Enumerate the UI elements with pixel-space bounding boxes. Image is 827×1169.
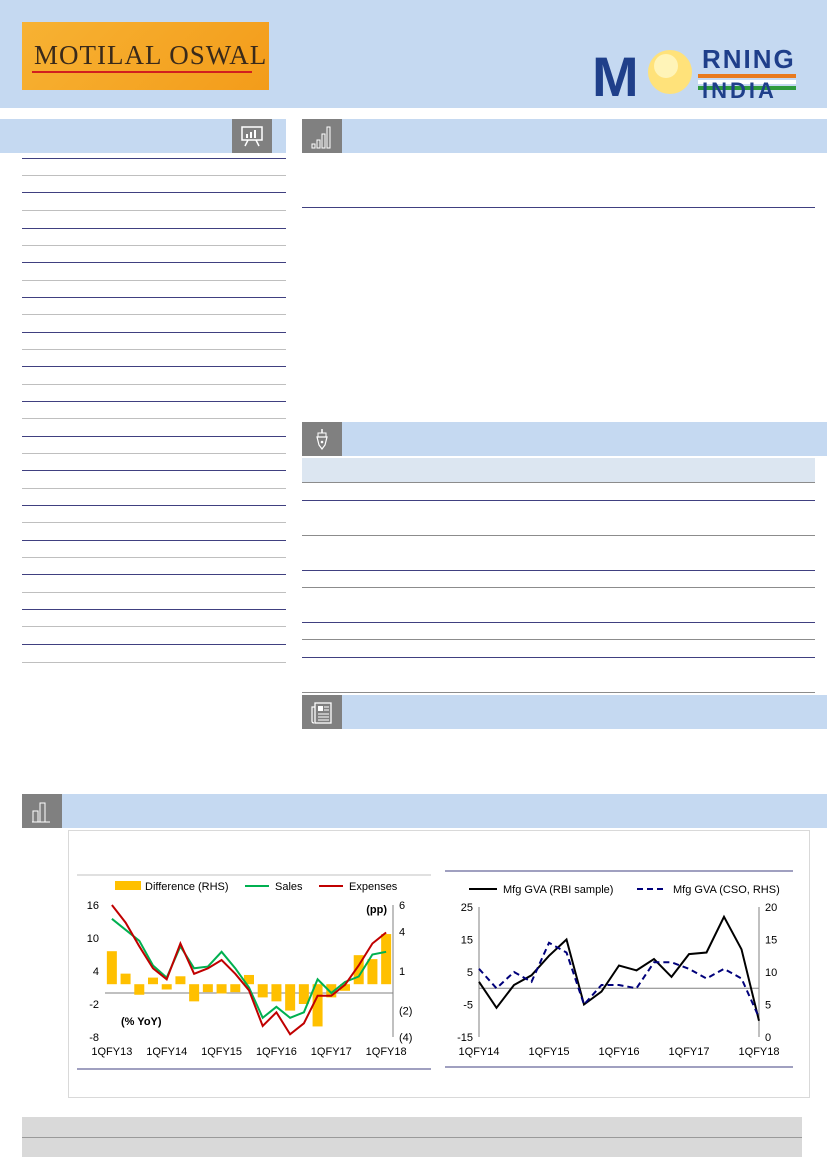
chart1-left-tick-label: -2 [89, 999, 99, 1011]
mid-table-rule [302, 639, 815, 640]
bar-chart-icon [30, 799, 54, 825]
chart1-right-tick-label: 1 [399, 966, 406, 978]
chart1-left-unit-label: (% YoY) [121, 1016, 162, 1028]
chart2-rbi-sample-line [479, 917, 759, 1021]
mid-table-rule [302, 657, 815, 658]
chart2-x-tick-label: 1QFY14 [458, 1046, 500, 1058]
chart1-legend-label: Sales [275, 881, 303, 893]
left-table-rule [22, 453, 286, 454]
chart1-right-tick-label: (4) [399, 1032, 413, 1044]
left-table-rule [22, 557, 286, 558]
mid-table-rule [302, 692, 815, 693]
morning-india-logo-m: M [592, 45, 639, 102]
left-table-rule [22, 592, 286, 593]
chart2-x-tick-label: 1QFY15 [528, 1046, 570, 1058]
morning-india-logo-bottom: INDIA [702, 78, 777, 102]
chart2-legend-label: Mfg GVA (CSO, RHS) [673, 884, 780, 896]
bottom-section-icon-box [22, 794, 62, 828]
chart1-left-tick-label: 16 [86, 900, 99, 912]
chart1-difference-bar [367, 959, 377, 984]
chart2-left-tick-label: 15 [460, 934, 473, 947]
chart1-x-tick-label: 1QFY18 [365, 1046, 407, 1058]
left-table-rule [22, 401, 286, 402]
left-table-rule [22, 192, 286, 193]
chart2-legend-label: Mfg GVA (RBI sample) [503, 884, 614, 896]
left-table-rule [22, 245, 286, 246]
mid-right-section-bar [302, 422, 827, 456]
chart2-x-tick-label: 1QFY16 [598, 1046, 640, 1058]
left-table-rule [22, 349, 286, 350]
chart2-left-tick-label: -15 [457, 1032, 473, 1044]
left-table-rule [22, 574, 286, 575]
chart1-left-tick-label: -8 [89, 1032, 99, 1044]
sun-highlight [654, 54, 678, 78]
mid-table-rule [302, 587, 815, 588]
chart-mfg-gva [439, 831, 809, 1097]
logo-underline [32, 71, 252, 73]
left-table-rule [22, 314, 286, 315]
left-table-rule [22, 262, 286, 263]
left-table-rule [22, 505, 286, 506]
chart1-difference-bar [299, 984, 309, 1004]
chart1-legend-label: Difference (RHS) [145, 881, 229, 893]
chart1-right-tick-label: 6 [399, 900, 406, 912]
chart2-right-tick-label: 20 [765, 902, 778, 914]
chart2-right-tick-label: 15 [765, 934, 778, 947]
chart2-left-tick-label: 5 [466, 967, 473, 979]
top-right-section-icon-box [302, 119, 342, 153]
chart1-x-tick-label: 1QFY17 [310, 1046, 352, 1058]
left-table-rule [22, 175, 286, 176]
left-table-rule [22, 626, 286, 627]
morning-india-logo [592, 38, 802, 102]
chart1-left-tick-label: 4 [92, 966, 99, 978]
chart1-x-tick-label: 1QFY13 [91, 1046, 133, 1058]
bottom-section-bar [22, 794, 827, 828]
pen-nib-icon [310, 427, 334, 453]
footer-rule [22, 1137, 802, 1138]
chart1-difference-bar [381, 934, 391, 984]
mid-right-section-icon-box [302, 422, 342, 456]
chart-sales-expenses [69, 831, 439, 1097]
chart1-x-tick-label: 1QFY16 [255, 1046, 297, 1058]
chart1-difference-bar [148, 978, 158, 985]
chart1-difference-bar [107, 951, 117, 984]
left-table-rule [22, 488, 286, 489]
chart1-difference-bar [230, 984, 240, 992]
newspaper-icon [310, 700, 334, 726]
chart1-difference-bar [203, 984, 213, 992]
chart1-difference-bar [313, 984, 323, 1026]
left-table-rule [22, 522, 286, 523]
left-table-rule [22, 384, 286, 385]
chart1-legend-swatch [115, 881, 141, 890]
chart2-right-tick-label: 0 [765, 1032, 772, 1044]
footer-bar [22, 1117, 802, 1157]
mid-table-rule [302, 535, 815, 536]
chart1-difference-bar [121, 974, 131, 985]
left-table-rule [22, 332, 286, 333]
chart2-left-tick-label: -5 [463, 999, 473, 1012]
chart1-legend-label: Expenses [349, 881, 398, 893]
lower-right-section-bar [302, 695, 827, 729]
motilal-oswal-logo [22, 22, 269, 90]
charts-frame [68, 830, 810, 1098]
left-table-rule [22, 662, 286, 663]
left-section-icon-box [232, 119, 272, 153]
left-table-rule [22, 418, 286, 419]
left-table-rule [22, 470, 286, 471]
left-table-rule [22, 210, 286, 211]
left-table-rule [22, 158, 286, 159]
chart1-right-tick-label: (2) [399, 1005, 413, 1018]
left-table-rule [22, 366, 286, 367]
header-banner [0, 0, 827, 108]
chart1-difference-bar [162, 984, 172, 989]
top-right-section-bar [302, 119, 827, 153]
top-right-rule [302, 207, 815, 208]
chart1-difference-bar [285, 984, 295, 1010]
chart1-right-unit-label: (pp) [366, 904, 387, 916]
chart2-x-tick-label: 1QFY18 [738, 1046, 780, 1058]
morning-india-logo-top: RNING [702, 44, 796, 74]
left-table-rule [22, 436, 286, 437]
chart1-x-tick-label: 1QFY14 [146, 1046, 188, 1058]
mid-table-rule [302, 622, 815, 623]
chart1-left-tick-label: 10 [86, 933, 99, 945]
chart2-x-tick-label: 1QFY17 [668, 1046, 710, 1058]
chart2-right-tick-label: 5 [765, 999, 772, 1012]
left-table-rule [22, 540, 286, 541]
left-table-rule [22, 609, 286, 610]
left-table-rule [22, 297, 286, 298]
presentation-chart-icon [240, 124, 264, 148]
mid-table-rule [302, 482, 815, 483]
mid-table-rule [302, 500, 815, 501]
chart2-left-tick-label: 25 [460, 902, 473, 914]
signal-bars-icon [310, 124, 334, 150]
chart1-difference-bar [134, 984, 144, 995]
chart1-difference-bar [271, 984, 281, 1001]
motilal-oswal-logo-text: MOTILAL OSWAL [34, 40, 268, 70]
chart1-right-tick-label: 4 [399, 926, 406, 939]
mid-table-rule [302, 570, 815, 571]
lower-right-section-icon-box [302, 695, 342, 729]
left-table-rule [22, 280, 286, 281]
mid-right-table-header [302, 458, 815, 482]
chart1-x-tick-label: 1QFY15 [201, 1046, 243, 1058]
chart1-difference-bar [217, 984, 227, 993]
chart2-right-tick-label: 10 [765, 967, 778, 979]
chart1-expenses-line [112, 905, 386, 1034]
chart1-difference-bar [258, 984, 268, 997]
chart1-difference-bar [189, 984, 199, 1001]
left-section-bar [0, 119, 286, 153]
chart1-difference-bar [175, 976, 185, 984]
left-table-rule [22, 644, 286, 645]
left-table-rule [22, 228, 286, 229]
